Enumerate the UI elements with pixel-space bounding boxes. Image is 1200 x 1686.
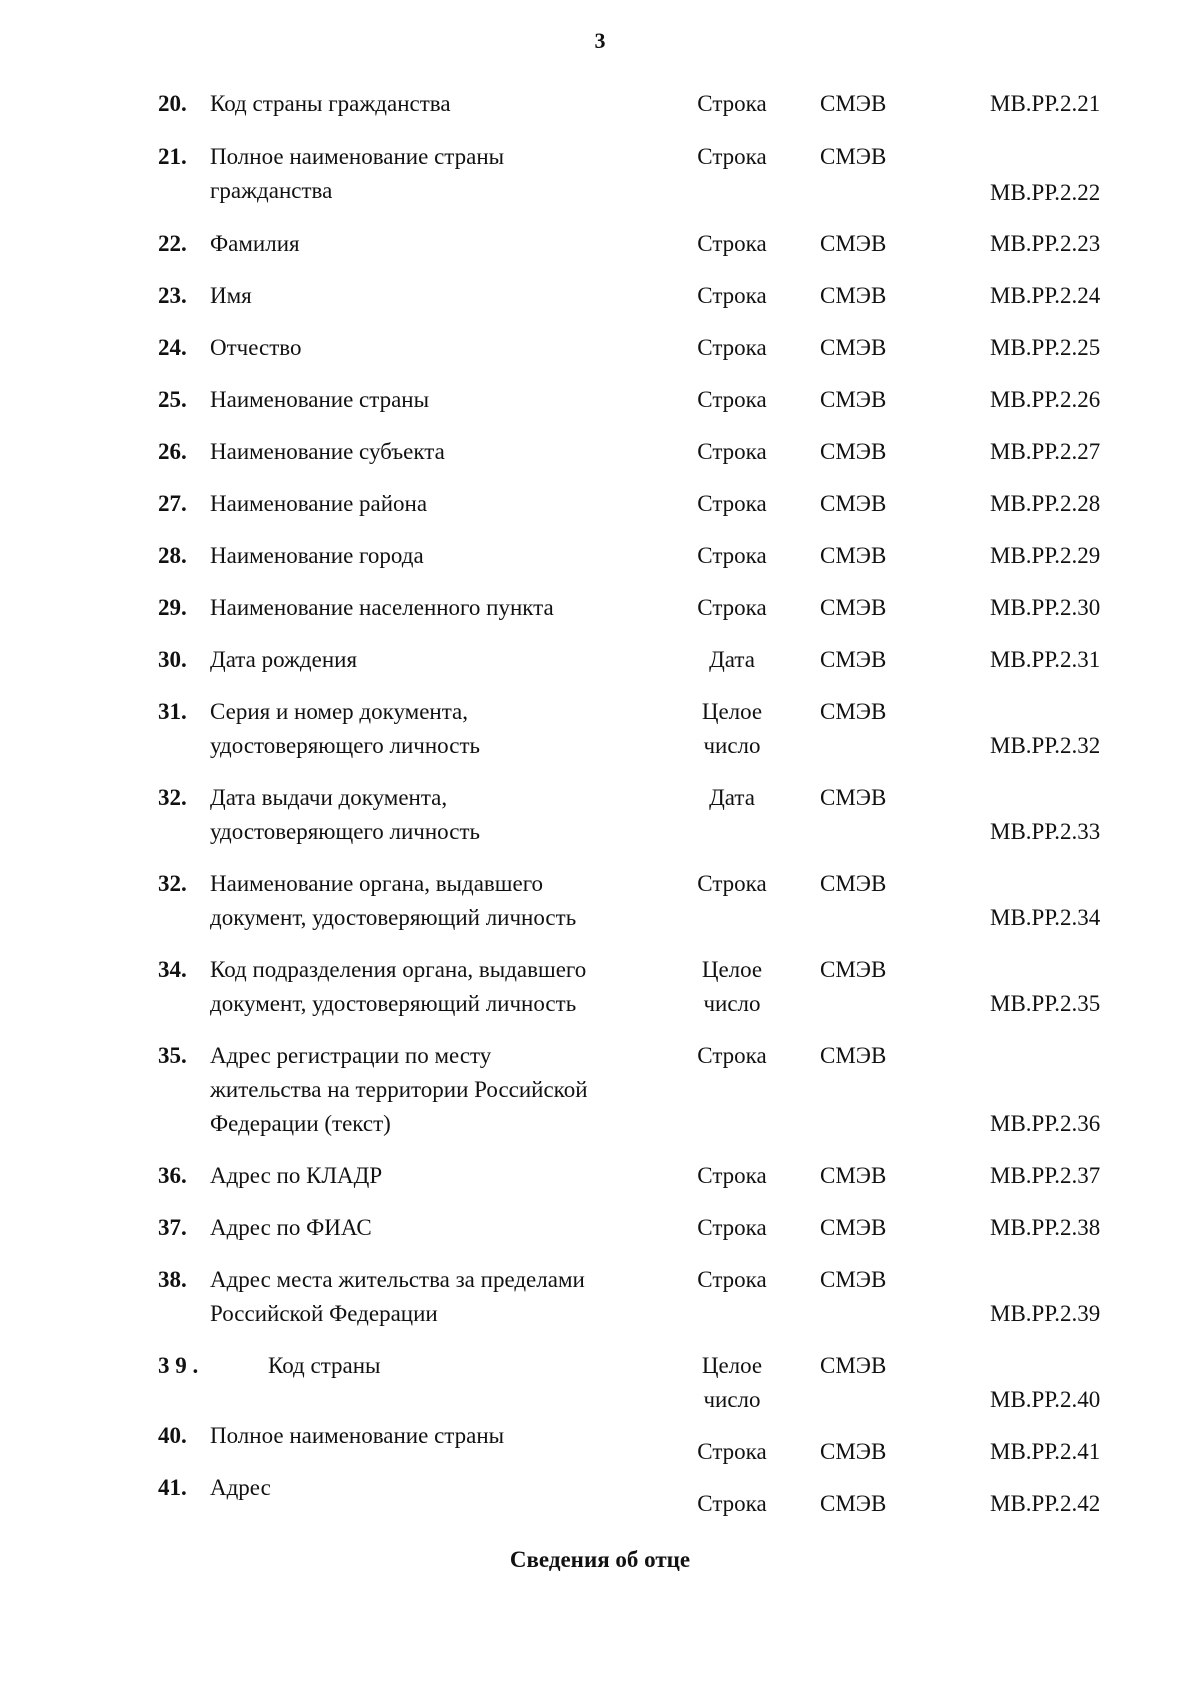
- row-source: СМЭВ: [820, 957, 887, 982]
- row-source: СМЭВ: [820, 1215, 887, 1240]
- row-source: СМЭВ: [820, 785, 887, 810]
- row-source: СМЭВ: [820, 1491, 887, 1516]
- row-field-name: Наименование органа, выдавшего документ, удостоверяющий личность: [210, 871, 577, 930]
- row-number: 25.: [158, 387, 187, 412]
- row-code: МВ.РР.2.37: [990, 1163, 1101, 1188]
- row-number: 41.: [158, 1475, 187, 1500]
- row-number: 35.: [158, 1043, 187, 1068]
- row-number: 27.: [158, 491, 187, 516]
- row-field-name: Серия и номер документа, удостоверяющего личность: [210, 699, 480, 758]
- row-source: СМЭВ: [820, 1163, 887, 1188]
- row-data-type: Строка: [697, 335, 767, 360]
- row-data-type: Строка: [697, 1439, 767, 1464]
- row-number: 24.: [158, 335, 187, 360]
- row-number: 23.: [158, 283, 187, 308]
- row-code: МВ.РР.2.32: [990, 733, 1101, 758]
- row-source: СМЭВ: [820, 439, 887, 464]
- row-code: МВ.РР.2.38: [990, 1215, 1101, 1240]
- row-code: МВ.РР.2.27: [990, 439, 1101, 464]
- row-source: СМЭВ: [820, 647, 887, 672]
- row-source: СМЭВ: [820, 543, 887, 568]
- row-source: СМЭВ: [820, 595, 887, 620]
- row-data-type: Дата: [709, 785, 755, 810]
- row-data-type: Строка: [697, 144, 767, 169]
- row-code: МВ.РР.2.22: [990, 180, 1101, 205]
- row-number: 22.: [158, 231, 187, 256]
- row-code: МВ.РР.2.33: [990, 819, 1101, 844]
- row-field-name: Дата рождения: [210, 647, 358, 672]
- row-number: 30.: [158, 647, 187, 672]
- row-field-name: Адрес: [210, 1475, 271, 1500]
- row-code: МВ.РР.2.34: [990, 905, 1101, 930]
- row-data-type: Целое число: [701, 1353, 763, 1412]
- row-source: СМЭВ: [820, 335, 887, 360]
- row-field-name: Адрес по ФИАС: [210, 1215, 372, 1240]
- row-code: МВ.РР.2.31: [990, 647, 1101, 672]
- row-data-type: Строка: [697, 1491, 767, 1516]
- row-number: 3 9 .: [158, 1353, 199, 1378]
- row-field-name: Код страны гражданства: [210, 91, 451, 116]
- row-field-name: Полное наименование страны гражданства: [210, 144, 505, 203]
- row-source: СМЭВ: [820, 231, 887, 256]
- row-code: МВ.РР.2.29: [990, 543, 1101, 568]
- row-field-name: Наименование населенного пункта: [210, 595, 554, 620]
- row-number: 21.: [158, 144, 187, 169]
- row-data-type: Целое число: [701, 957, 763, 1016]
- section-title: Сведения об отце: [509, 1547, 691, 1572]
- row-number: 37.: [158, 1215, 187, 1240]
- row-field-name: Дата выдачи документа, удостоверяющего личность: [210, 785, 480, 844]
- row-code: МВ.РР.2.23: [990, 231, 1101, 256]
- row-field-name: Имя: [210, 283, 252, 308]
- row-data-type: Строка: [697, 595, 767, 620]
- row-field-name: Наименование района: [210, 491, 428, 516]
- row-data-type: Строка: [697, 1215, 767, 1240]
- row-code: МВ.РР.2.39: [990, 1301, 1101, 1326]
- row-source: СМЭВ: [820, 283, 887, 308]
- row-source: СМЭВ: [820, 1353, 887, 1378]
- row-field-name: Наименование субъекта: [210, 439, 445, 464]
- row-code: МВ.РР.2.35: [990, 991, 1101, 1016]
- row-number: 31.: [158, 699, 187, 724]
- row-data-type: Строка: [697, 871, 767, 896]
- row-field-name: Адрес регистрации по месту жительства на территории Российской Федерации (текст): [210, 1043, 588, 1136]
- row-number: 36.: [158, 1163, 187, 1188]
- row-code: МВ.РР.2.25: [990, 335, 1101, 360]
- row-data-type: Строка: [697, 439, 767, 464]
- row-number: 32.: [158, 785, 187, 810]
- row-number: 32.: [158, 871, 187, 896]
- row-number: 34.: [158, 957, 187, 982]
- row-number: 38.: [158, 1267, 187, 1292]
- row-data-type: Строка: [697, 91, 767, 116]
- row-data-type: Строка: [697, 491, 767, 516]
- row-code: МВ.РР.2.36: [990, 1111, 1101, 1136]
- row-source: СМЭВ: [820, 871, 887, 896]
- row-source: СМЭВ: [820, 387, 887, 412]
- row-field-name: Наименование города: [210, 543, 424, 568]
- row-code: МВ.РР.2.24: [990, 283, 1101, 308]
- row-source: СМЭВ: [820, 1267, 887, 1292]
- row-data-type: Целое число: [701, 699, 763, 758]
- row-code: МВ.РР.2.28: [990, 491, 1101, 516]
- row-source: СМЭВ: [820, 1043, 887, 1068]
- row-number: 40.: [158, 1423, 187, 1448]
- row-number: 26.: [158, 439, 187, 464]
- row-field-name: Адрес по КЛАДР: [210, 1163, 383, 1188]
- row-data-type: Строка: [697, 1163, 767, 1188]
- row-data-type: Дата: [709, 647, 755, 672]
- row-code: МВ.РР.2.42: [990, 1491, 1101, 1516]
- row-field-name: Код подразделения органа, выдавшего документ, удостоверяющий личность: [210, 957, 587, 1016]
- row-data-type: Строка: [697, 231, 767, 256]
- row-source: СМЭВ: [820, 91, 887, 116]
- page-number: 3: [594, 28, 606, 53]
- row-code: МВ.РР.2.40: [990, 1387, 1101, 1412]
- row-field-name: Полное наименование страны: [210, 1423, 505, 1448]
- row-code: МВ.РР.2.41: [990, 1439, 1101, 1464]
- row-field-name: Фамилия: [210, 231, 300, 256]
- row-number: 29.: [158, 595, 187, 620]
- row-field-name: Отчество: [210, 335, 302, 360]
- row-source: СМЭВ: [820, 144, 887, 169]
- row-data-type: Строка: [697, 543, 767, 568]
- row-source: СМЭВ: [820, 699, 887, 724]
- row-number: 28.: [158, 543, 187, 568]
- row-data-type: Строка: [697, 1267, 767, 1292]
- row-source: СМЭВ: [820, 491, 887, 516]
- row-data-type: Строка: [697, 1043, 767, 1068]
- row-data-type: Строка: [697, 283, 767, 308]
- row-number: 20.: [158, 91, 187, 116]
- row-field-name: Код страны: [268, 1353, 381, 1378]
- row-source: СМЭВ: [820, 1439, 887, 1464]
- row-data-type: Строка: [697, 387, 767, 412]
- row-code: МВ.РР.2.26: [990, 387, 1101, 412]
- row-code: МВ.РР.2.30: [990, 595, 1101, 620]
- row-field-name: Наименование страны: [210, 387, 430, 412]
- row-code: МВ.РР.2.21: [990, 91, 1101, 116]
- row-field-name: Адрес места жительства за пределами Российской Федерации: [210, 1267, 585, 1326]
